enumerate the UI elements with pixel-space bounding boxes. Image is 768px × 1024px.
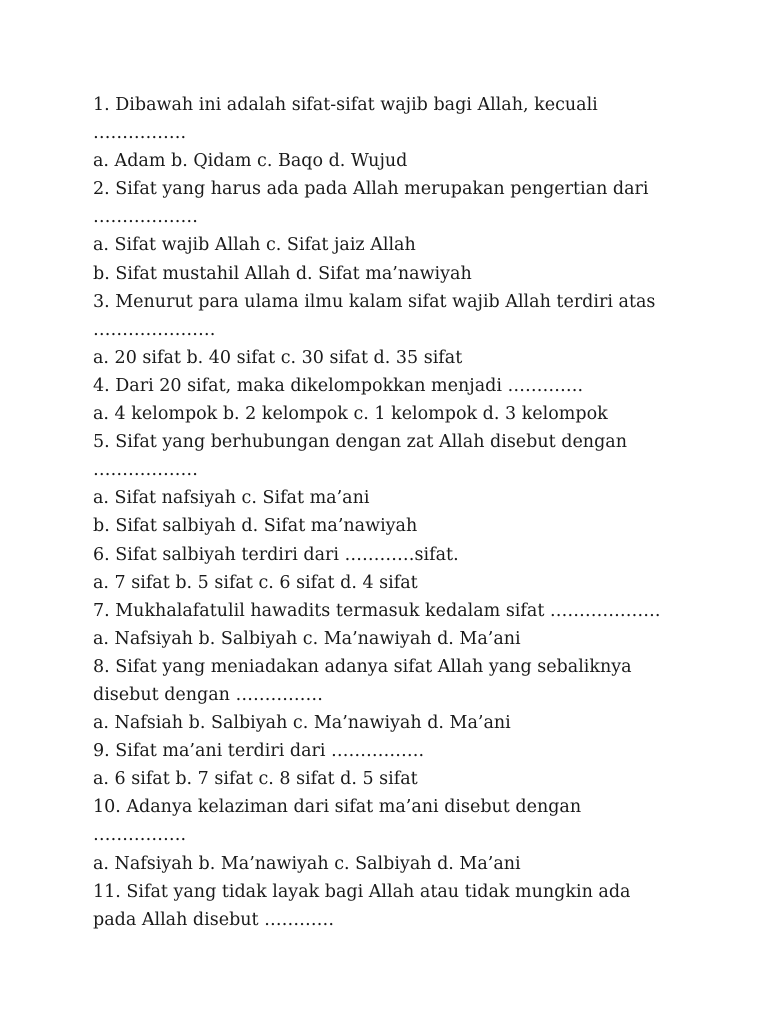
question-2-options-1: a. Sifat wajib Allah c. Sifat jaiz Allah [93, 235, 416, 256]
question-5-line-2: ……………… [93, 460, 198, 481]
question-1-line-2: ……………. [93, 123, 187, 144]
question-8-line-1: 8. Sifat yang meniadakan adanya sifat Allah yang sebaliknya [93, 656, 632, 677]
question-6-options: a. 7 sifat b. 5 sifat c. 6 sifat d. 4 sifat [93, 572, 418, 593]
question-3-line-2: ………………… [93, 319, 216, 340]
question-7-line-1: 7. Mukhalafatulil hawadits termasuk kedalam sifat ………………. [93, 600, 661, 621]
question-2-line-1: 2. Sifat yang harus ada pada Allah merupakan pengertian dari [93, 179, 649, 200]
question-8-options: a. Nafsiah b. Salbiyah c. Ma’nawiyah d. Ma’ani [93, 713, 511, 734]
question-10-options: a. Nafsiyah b. Ma’nawiyah c. Salbiyah d. Ma’ani [93, 853, 521, 874]
question-11-line-2: pada Allah disebut ………… [93, 909, 335, 930]
question-4-options: a. 4 kelompok b. 2 kelompok c. 1 kelompok d. 3 kelompok [93, 404, 608, 425]
question-5-options-2: b. Sifat salbiyah d. Sifat ma’nawiyah [93, 516, 418, 537]
quiz-text [93, 91, 733, 934]
question-3-options: a. 20 sifat b. 40 sifat c. 30 sifat d. 35 sifat [93, 347, 463, 368]
question-2-line-2: ……………… [93, 207, 198, 228]
question-10-line-1: 10. Adanya kelaziman dari sifat ma’ani disebut dengan [93, 797, 582, 818]
question-10-line-2: ……………. [93, 825, 187, 846]
question-1-options: a. Adam b. Qidam c. Baqo d. Wujud [93, 151, 408, 172]
question-4-line-1: 4. Dari 20 sifat, maka dikelompokkan menjadi …………. [93, 375, 584, 396]
question-5-line-1: 5. Sifat yang berhubungan dengan zat Allah disebut dengan [93, 432, 627, 453]
question-9-options: a. 6 sifat b. 7 sifat c. 8 sifat d. 5 sifat [93, 769, 418, 790]
question-1-line-1: 1. Dibawah ini adalah sifat-sifat wajib bagi Allah, kecuali [93, 95, 598, 115]
question-5-options-1: a. Sifat nafsiyah c. Sifat ma’ani [93, 488, 370, 509]
question-7-options: a. Nafsiyah b. Salbiyah c. Ma’nawiyah d. Ma’ani [93, 628, 521, 649]
question-11-line-1: 11. Sifat yang tidak layak bagi Allah atau tidak mungkin ada [93, 881, 631, 902]
question-9-line-1: 9. Sifat ma’ani terdiri dari ……………. [93, 741, 425, 762]
question-3-line-1: 3. Menurut para ulama ilmu kalam sifat wajib Allah terdiri atas [93, 291, 656, 312]
question-2-options-2: b. Sifat mustahil Allah d. Sifat ma’nawiyah [93, 263, 472, 284]
question-8-line-2: disebut dengan …………… [93, 684, 324, 705]
question-6-line-1: 6. Sifat salbiyah terdiri dari …………sifat. [93, 544, 459, 565]
